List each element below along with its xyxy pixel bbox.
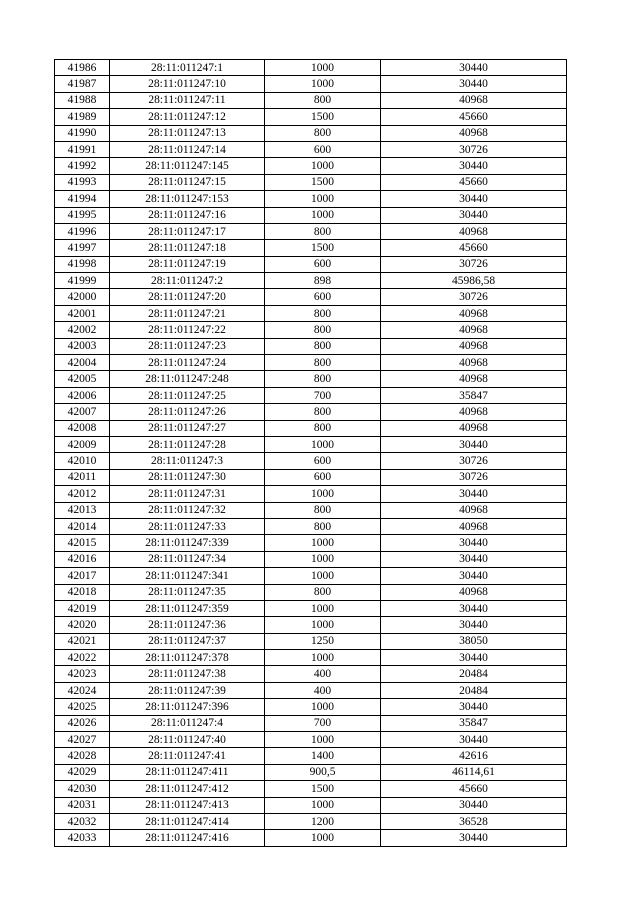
area-cell: 800	[265, 92, 381, 108]
row-number-cell: 42000	[55, 289, 110, 305]
table-row	[55, 551, 567, 567]
row-number-cell: 42026	[55, 715, 110, 731]
area-cell: 1000	[265, 436, 381, 452]
value-cell: 30440	[381, 158, 567, 174]
area-cell: 1500	[265, 109, 381, 125]
table-row	[55, 732, 567, 748]
cadastral-number-cell: 28:11:011247:413	[110, 797, 265, 813]
table-row	[55, 191, 567, 207]
cadastral-number-cell: 28:11:011247:36	[110, 617, 265, 633]
cadastral-number-cell: 28:11:011247:22	[110, 322, 265, 338]
table-row	[55, 436, 567, 452]
table-row	[55, 633, 567, 649]
area-cell: 1200	[265, 813, 381, 829]
row-number-cell: 41986	[55, 60, 110, 76]
area-cell: 800	[265, 518, 381, 534]
cadastral-number-cell: 28:11:011247:13	[110, 125, 265, 141]
area-cell: 1000	[265, 600, 381, 616]
value-cell: 38050	[381, 633, 567, 649]
value-cell: 40968	[381, 92, 567, 108]
row-number-cell: 42008	[55, 420, 110, 436]
table-row	[55, 453, 567, 469]
table-row	[55, 109, 567, 125]
row-number-cell: 42022	[55, 650, 110, 666]
area-cell: 1000	[265, 60, 381, 76]
table-row	[55, 486, 567, 502]
table-row	[55, 518, 567, 534]
row-number-cell: 42007	[55, 404, 110, 420]
area-cell: 800	[265, 404, 381, 420]
table-row	[55, 273, 567, 289]
row-number-cell: 41996	[55, 223, 110, 239]
cadastral-number-cell: 28:11:011247:3	[110, 453, 265, 469]
value-cell: 30440	[381, 650, 567, 666]
value-cell: 30440	[381, 600, 567, 616]
cadastral-number-cell: 28:11:011247:21	[110, 305, 265, 321]
cadastral-number-cell: 28:11:011247:11	[110, 92, 265, 108]
row-number-cell: 42009	[55, 436, 110, 452]
table-row	[55, 502, 567, 518]
row-number-cell: 41987	[55, 76, 110, 92]
row-number-cell: 42029	[55, 764, 110, 780]
area-cell: 1000	[265, 699, 381, 715]
area-cell: 898	[265, 273, 381, 289]
area-cell: 1000	[265, 551, 381, 567]
cadastral-number-cell: 28:11:011247:411	[110, 764, 265, 780]
area-cell: 600	[265, 453, 381, 469]
value-cell: 40968	[381, 322, 567, 338]
row-number-cell: 42032	[55, 813, 110, 829]
area-cell: 1000	[265, 76, 381, 92]
area-cell: 1250	[265, 633, 381, 649]
row-number-cell: 42019	[55, 600, 110, 616]
area-cell: 600	[265, 469, 381, 485]
cadastral-number-cell: 28:11:011247:28	[110, 436, 265, 452]
row-number-cell: 42020	[55, 617, 110, 633]
value-cell: 40968	[381, 371, 567, 387]
area-cell: 1000	[265, 568, 381, 584]
row-number-cell: 42014	[55, 518, 110, 534]
row-number-cell: 42017	[55, 568, 110, 584]
row-number-cell: 41994	[55, 191, 110, 207]
area-cell: 1500	[265, 781, 381, 797]
area-cell: 700	[265, 715, 381, 731]
area-cell: 1000	[265, 797, 381, 813]
area-cell: 800	[265, 338, 381, 354]
row-number-cell: 42025	[55, 699, 110, 715]
area-cell: 600	[265, 141, 381, 157]
area-cell: 800	[265, 305, 381, 321]
value-cell: 20484	[381, 666, 567, 682]
cadastral-number-cell: 28:11:011247:39	[110, 682, 265, 698]
cadastral-number-cell: 28:11:011247:41	[110, 748, 265, 764]
table-row	[55, 764, 567, 780]
area-cell: 400	[265, 682, 381, 698]
value-cell: 40968	[381, 420, 567, 436]
cadastral-number-cell: 28:11:011247:17	[110, 223, 265, 239]
cadastral-number-cell: 28:11:011247:25	[110, 387, 265, 403]
cadastral-number-cell: 28:11:011247:19	[110, 256, 265, 272]
area-cell: 900,5	[265, 764, 381, 780]
value-cell: 40968	[381, 338, 567, 354]
table-row	[55, 174, 567, 190]
value-cell: 40968	[381, 584, 567, 600]
value-cell: 30440	[381, 568, 567, 584]
row-number-cell: 42028	[55, 748, 110, 764]
table-row	[55, 76, 567, 92]
cadastral-number-cell: 28:11:011247:414	[110, 813, 265, 829]
row-number-cell: 42021	[55, 633, 110, 649]
row-number-cell: 42011	[55, 469, 110, 485]
value-cell: 30440	[381, 207, 567, 223]
value-cell: 30440	[381, 830, 567, 846]
cadastral-number-cell: 28:11:011247:341	[110, 568, 265, 584]
area-cell: 1000	[265, 191, 381, 207]
table-row	[55, 60, 567, 76]
value-cell: 30440	[381, 60, 567, 76]
row-number-cell: 42005	[55, 371, 110, 387]
cadastral-number-cell: 28:11:011247:1	[110, 60, 265, 76]
value-cell: 30726	[381, 141, 567, 157]
cadastral-number-cell: 28:11:011247:412	[110, 781, 265, 797]
cadastral-number-cell: 28:11:011247:26	[110, 404, 265, 420]
area-cell: 1000	[265, 158, 381, 174]
row-number-cell: 42018	[55, 584, 110, 600]
cadastral-number-cell: 28:11:011247:14	[110, 141, 265, 157]
area-cell: 1000	[265, 207, 381, 223]
table-row	[55, 584, 567, 600]
value-cell: 40968	[381, 518, 567, 534]
row-number-cell: 41995	[55, 207, 110, 223]
row-number-cell: 42004	[55, 355, 110, 371]
table-row	[55, 813, 567, 829]
cadastral-number-cell: 28:11:011247:20	[110, 289, 265, 305]
value-cell: 30726	[381, 256, 567, 272]
row-number-cell: 41998	[55, 256, 110, 272]
table-row	[55, 748, 567, 764]
area-cell: 600	[265, 289, 381, 305]
value-cell: 36528	[381, 813, 567, 829]
table-row	[55, 699, 567, 715]
value-cell: 35847	[381, 715, 567, 731]
table-row	[55, 141, 567, 157]
row-number-cell: 41992	[55, 158, 110, 174]
table-row	[55, 223, 567, 239]
value-cell: 42616	[381, 748, 567, 764]
row-number-cell: 42010	[55, 453, 110, 469]
cadastral-number-cell: 28:11:011247:23	[110, 338, 265, 354]
value-cell: 30440	[381, 191, 567, 207]
area-cell: 800	[265, 371, 381, 387]
value-cell: 40968	[381, 404, 567, 420]
cadastral-number-cell: 28:11:011247:27	[110, 420, 265, 436]
table-row	[55, 404, 567, 420]
row-number-cell: 42001	[55, 305, 110, 321]
table-row	[55, 371, 567, 387]
value-cell: 30440	[381, 797, 567, 813]
table-row	[55, 650, 567, 666]
cadastral-number-cell: 28:11:011247:40	[110, 732, 265, 748]
data-table	[54, 59, 567, 847]
table-row	[55, 781, 567, 797]
row-number-cell: 42024	[55, 682, 110, 698]
cadastral-number-cell: 28:11:011247:38	[110, 666, 265, 682]
table-row	[55, 568, 567, 584]
table-row	[55, 158, 567, 174]
cadastral-number-cell: 28:11:011247:145	[110, 158, 265, 174]
table-row	[55, 797, 567, 813]
cadastral-number-cell: 28:11:011247:16	[110, 207, 265, 223]
value-cell: 40968	[381, 355, 567, 371]
table-row	[55, 682, 567, 698]
cadastral-number-cell: 28:11:011247:248	[110, 371, 265, 387]
cadastral-number-cell: 28:11:011247:378	[110, 650, 265, 666]
row-number-cell: 42013	[55, 502, 110, 518]
value-cell: 40968	[381, 125, 567, 141]
row-number-cell: 41999	[55, 273, 110, 289]
cadastral-number-cell: 28:11:011247:18	[110, 240, 265, 256]
value-cell: 40968	[381, 502, 567, 518]
area-cell: 1500	[265, 240, 381, 256]
row-number-cell: 42002	[55, 322, 110, 338]
cadastral-number-cell: 28:11:011247:12	[110, 109, 265, 125]
value-cell: 45660	[381, 174, 567, 190]
area-cell: 1000	[265, 617, 381, 633]
table-row	[55, 305, 567, 321]
table-row	[55, 322, 567, 338]
value-cell: 40968	[381, 223, 567, 239]
table-row	[55, 289, 567, 305]
cadastral-number-cell: 28:11:011247:30	[110, 469, 265, 485]
row-number-cell: 41997	[55, 240, 110, 256]
cadastral-number-cell: 28:11:011247:24	[110, 355, 265, 371]
cadastral-number-cell: 28:11:011247:2	[110, 273, 265, 289]
table-body	[55, 60, 567, 847]
table-row	[55, 355, 567, 371]
cadastral-number-cell: 28:11:011247:35	[110, 584, 265, 600]
value-cell: 30726	[381, 453, 567, 469]
table-row	[55, 207, 567, 223]
table-row	[55, 240, 567, 256]
area-cell: 800	[265, 502, 381, 518]
cadastral-number-cell: 28:11:011247:4	[110, 715, 265, 731]
row-number-cell: 42012	[55, 486, 110, 502]
cadastral-number-cell: 28:11:011247:359	[110, 600, 265, 616]
table-row	[55, 830, 567, 846]
cadastral-number-cell: 28:11:011247:32	[110, 502, 265, 518]
value-cell: 30440	[381, 699, 567, 715]
cadastral-number-cell: 28:11:011247:339	[110, 535, 265, 551]
value-cell: 30440	[381, 436, 567, 452]
value-cell: 46114,61	[381, 764, 567, 780]
table-row	[55, 666, 567, 682]
row-number-cell: 41988	[55, 92, 110, 108]
row-number-cell: 42033	[55, 830, 110, 846]
cadastral-number-cell: 28:11:011247:34	[110, 551, 265, 567]
area-cell: 700	[265, 387, 381, 403]
row-number-cell: 41993	[55, 174, 110, 190]
value-cell: 30440	[381, 732, 567, 748]
area-cell: 800	[265, 420, 381, 436]
cadastral-number-cell: 28:11:011247:37	[110, 633, 265, 649]
value-cell: 45660	[381, 109, 567, 125]
area-cell: 600	[265, 256, 381, 272]
area-cell: 800	[265, 355, 381, 371]
area-cell: 800	[265, 322, 381, 338]
value-cell: 30440	[381, 551, 567, 567]
value-cell: 30726	[381, 469, 567, 485]
value-cell: 45660	[381, 781, 567, 797]
table-row	[55, 535, 567, 551]
table-row	[55, 338, 567, 354]
value-cell: 40968	[381, 305, 567, 321]
row-number-cell: 42030	[55, 781, 110, 797]
area-cell: 800	[265, 584, 381, 600]
row-number-cell: 42016	[55, 551, 110, 567]
row-number-cell: 42003	[55, 338, 110, 354]
cadastral-number-cell: 28:11:011247:15	[110, 174, 265, 190]
area-cell: 1400	[265, 748, 381, 764]
value-cell: 35847	[381, 387, 567, 403]
area-cell: 1500	[265, 174, 381, 190]
table-row	[55, 600, 567, 616]
row-number-cell: 41989	[55, 109, 110, 125]
table-row	[55, 469, 567, 485]
area-cell: 800	[265, 125, 381, 141]
row-number-cell: 42006	[55, 387, 110, 403]
row-number-cell: 42027	[55, 732, 110, 748]
row-number-cell: 42023	[55, 666, 110, 682]
cadastral-number-cell: 28:11:011247:33	[110, 518, 265, 534]
table-row	[55, 387, 567, 403]
value-cell: 30726	[381, 289, 567, 305]
row-number-cell: 41990	[55, 125, 110, 141]
table-row	[55, 715, 567, 731]
area-cell: 1000	[265, 650, 381, 666]
area-cell: 1000	[265, 486, 381, 502]
cadastral-number-cell: 28:11:011247:416	[110, 830, 265, 846]
value-cell: 30440	[381, 617, 567, 633]
value-cell: 30440	[381, 76, 567, 92]
value-cell: 45986,58	[381, 273, 567, 289]
value-cell: 30440	[381, 486, 567, 502]
value-cell: 20484	[381, 682, 567, 698]
cadastral-number-cell: 28:11:011247:10	[110, 76, 265, 92]
value-cell: 45660	[381, 240, 567, 256]
table-row	[55, 617, 567, 633]
area-cell: 400	[265, 666, 381, 682]
value-cell: 30440	[381, 535, 567, 551]
cadastral-number-cell: 28:11:011247:31	[110, 486, 265, 502]
row-number-cell: 42031	[55, 797, 110, 813]
area-cell: 1000	[265, 830, 381, 846]
table-row	[55, 256, 567, 272]
cadastral-number-cell: 28:11:011247:153	[110, 191, 265, 207]
area-cell: 800	[265, 223, 381, 239]
area-cell: 1000	[265, 535, 381, 551]
area-cell: 1000	[265, 732, 381, 748]
cadastral-number-cell: 28:11:011247:396	[110, 699, 265, 715]
row-number-cell: 41991	[55, 141, 110, 157]
table-row	[55, 92, 567, 108]
row-number-cell: 42015	[55, 535, 110, 551]
table-row	[55, 125, 567, 141]
table-row	[55, 420, 567, 436]
